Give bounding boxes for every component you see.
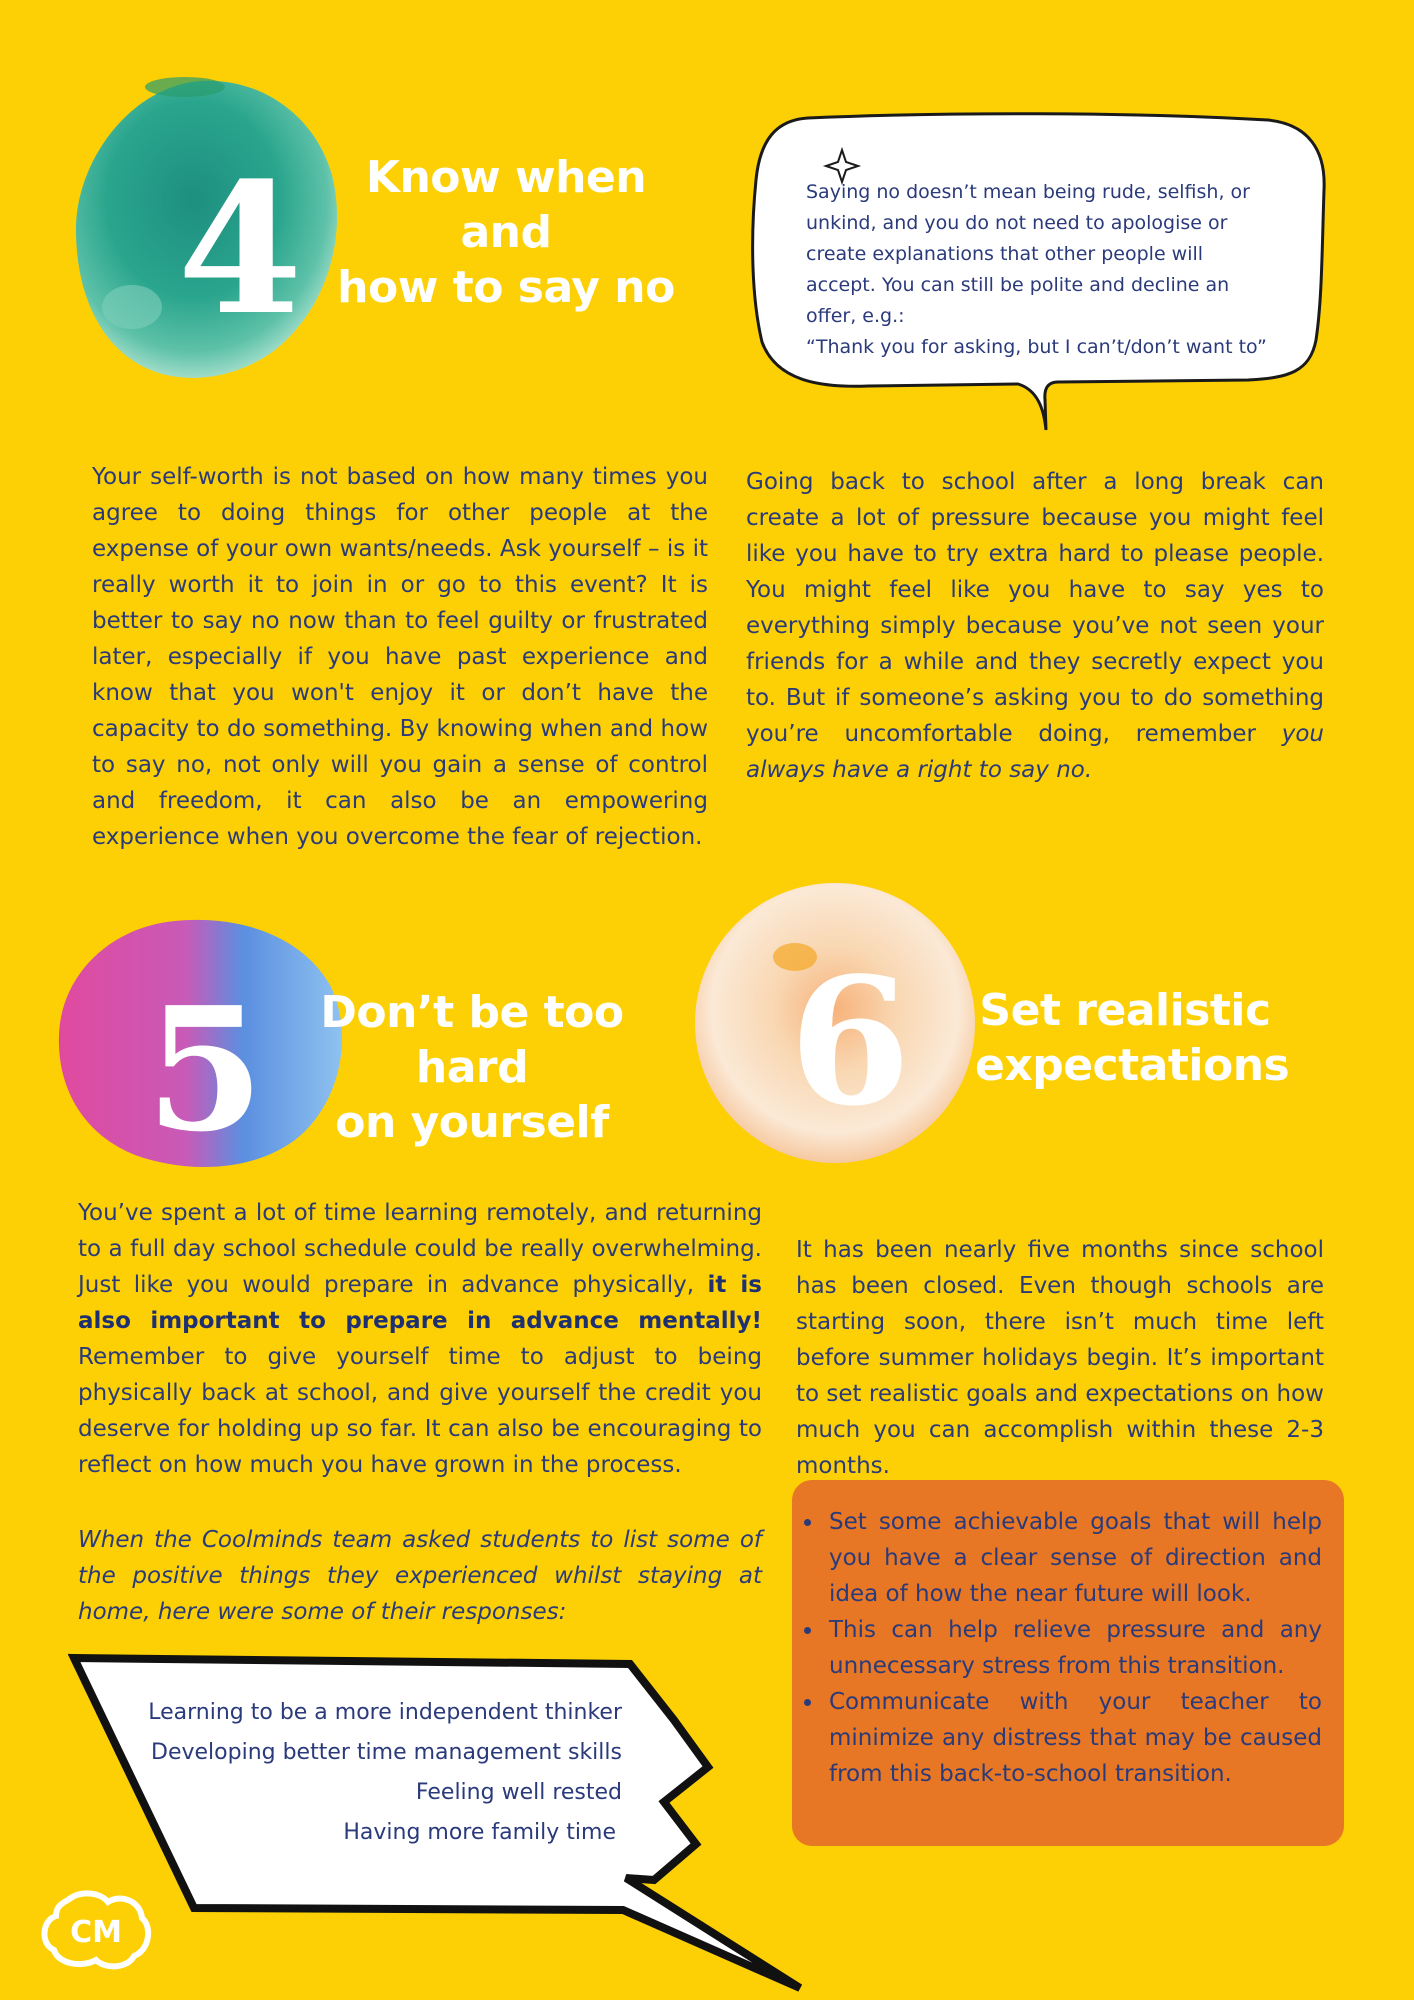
coolminds-logo [40, 1890, 152, 1970]
section-5-body-part2: Remember to give yourself time to adjust to being physically back at school, and give yourself the credit you deserve for holding up so far. It can also be encouraging to reflect on how much you have grown in the process. [78, 1344, 762, 1478]
bubble-line: accept. You can still be polite and decline an [806, 274, 1230, 296]
section-5-intro: When the Coolminds team asked students to list some of the positive things they experienced whilst staying at home, here were some of their responses: [78, 1527, 762, 1625]
tip-item: This can help relieve pressure and any unnecessary stress from this transition. [792, 1612, 1322, 1684]
response-item: Feeling well rested [415, 1780, 622, 1805]
section-5-heading-line2: on yourself [335, 1097, 609, 1148]
logo-text: CM [70, 1915, 122, 1950]
section-5-body [78, 1195, 762, 1483]
section-5-body-bold: it is also important to prepare in advance mentally! [78, 1272, 762, 1334]
tips-box [792, 1480, 1344, 1846]
side-body-text: Going back to school after a long break can create a lot of pressure because you might feel like you have to try extra hard to please people. You might feel like you have to say yes to everything simply because you’ve not seen your friends for a while and they secretly expect you to. But if someone’s asking you to do something you’re uncomfortable doing, remember [746, 469, 1324, 747]
section-5-heading-line1: Don’t be too hard [320, 987, 624, 1093]
section-4-heading-line1: Know when and [365, 152, 647, 258]
section-5-body-part1: You’ve spent a lot of time learning remotely, and returning to a full day school schedule could be really overwhelming. Just like you would prepare in advance physically, [78, 1200, 762, 1298]
bubble-line: create explanations that other people will [806, 243, 1204, 265]
section-4-heading-line2: how to say no [337, 262, 675, 313]
tip-item: Communicate with your teacher to minimize any distress that may be caused from this back-to-school transition. [792, 1684, 1322, 1792]
bubble-line: “Thank you for asking, but I can’t/don’t want to” [806, 336, 1267, 358]
response-item: Developing better time management skills [151, 1740, 622, 1765]
section-4-heading [318, 150, 694, 315]
section-4-side-body [746, 464, 1324, 788]
bubble-line: Saying no doesn’t mean being rude, selfish, or [806, 181, 1250, 203]
section-6-heading-line1: Set realistic [979, 985, 1271, 1036]
tips-list [792, 1480, 1344, 1792]
section-number-5: 5 [145, 970, 265, 1170]
section-6-heading-line2: expectations [975, 1040, 1290, 1091]
bubble-line: unkind, and you do not need to apologise or [806, 212, 1228, 234]
tip-item: Set some achievable goals that will help you have a clear sense of direction and idea of how the near future will look. [792, 1504, 1322, 1612]
response-item: Having more family time [343, 1820, 616, 1845]
section-4-body: Your self-worth is not based on how many times you agree to doing things for other people at the expense of your own wants/needs. Ask yourself – is it really worth it to join in or go to this event? It is better to say no now than to feel guilty or frustrated later, especially if you have past experience and know that you won't enjoy it or don’t have the capacity to do something. By knowing when and how to say no, not only will you gain a sense of control and freedom, it can also be an empowering experience when you overcome the fear of rejection. [92, 464, 708, 850]
speech-bubble-text [806, 177, 1306, 363]
section-number-6: 6 [789, 940, 911, 1145]
section-6-body: It has been nearly five months since school has been closed. Even though schools are starting soon, there isn’t much time left before summer holidays begin. It’s important to set realistic goals and expectations on how much you can accomplish within these 2-3 months. [796, 1237, 1324, 1479]
responses-list [110, 1700, 622, 1860]
response-item: Learning to be a more independent thinker [148, 1700, 622, 1725]
section-5-heading [276, 985, 668, 1150]
section-6-heading [975, 983, 1290, 1093]
section-number-4: 4 [177, 144, 303, 355]
side-body-emphasis: you always have a right to say no. [746, 721, 1325, 783]
bubble-line: offer, e.g.: [806, 305, 905, 327]
